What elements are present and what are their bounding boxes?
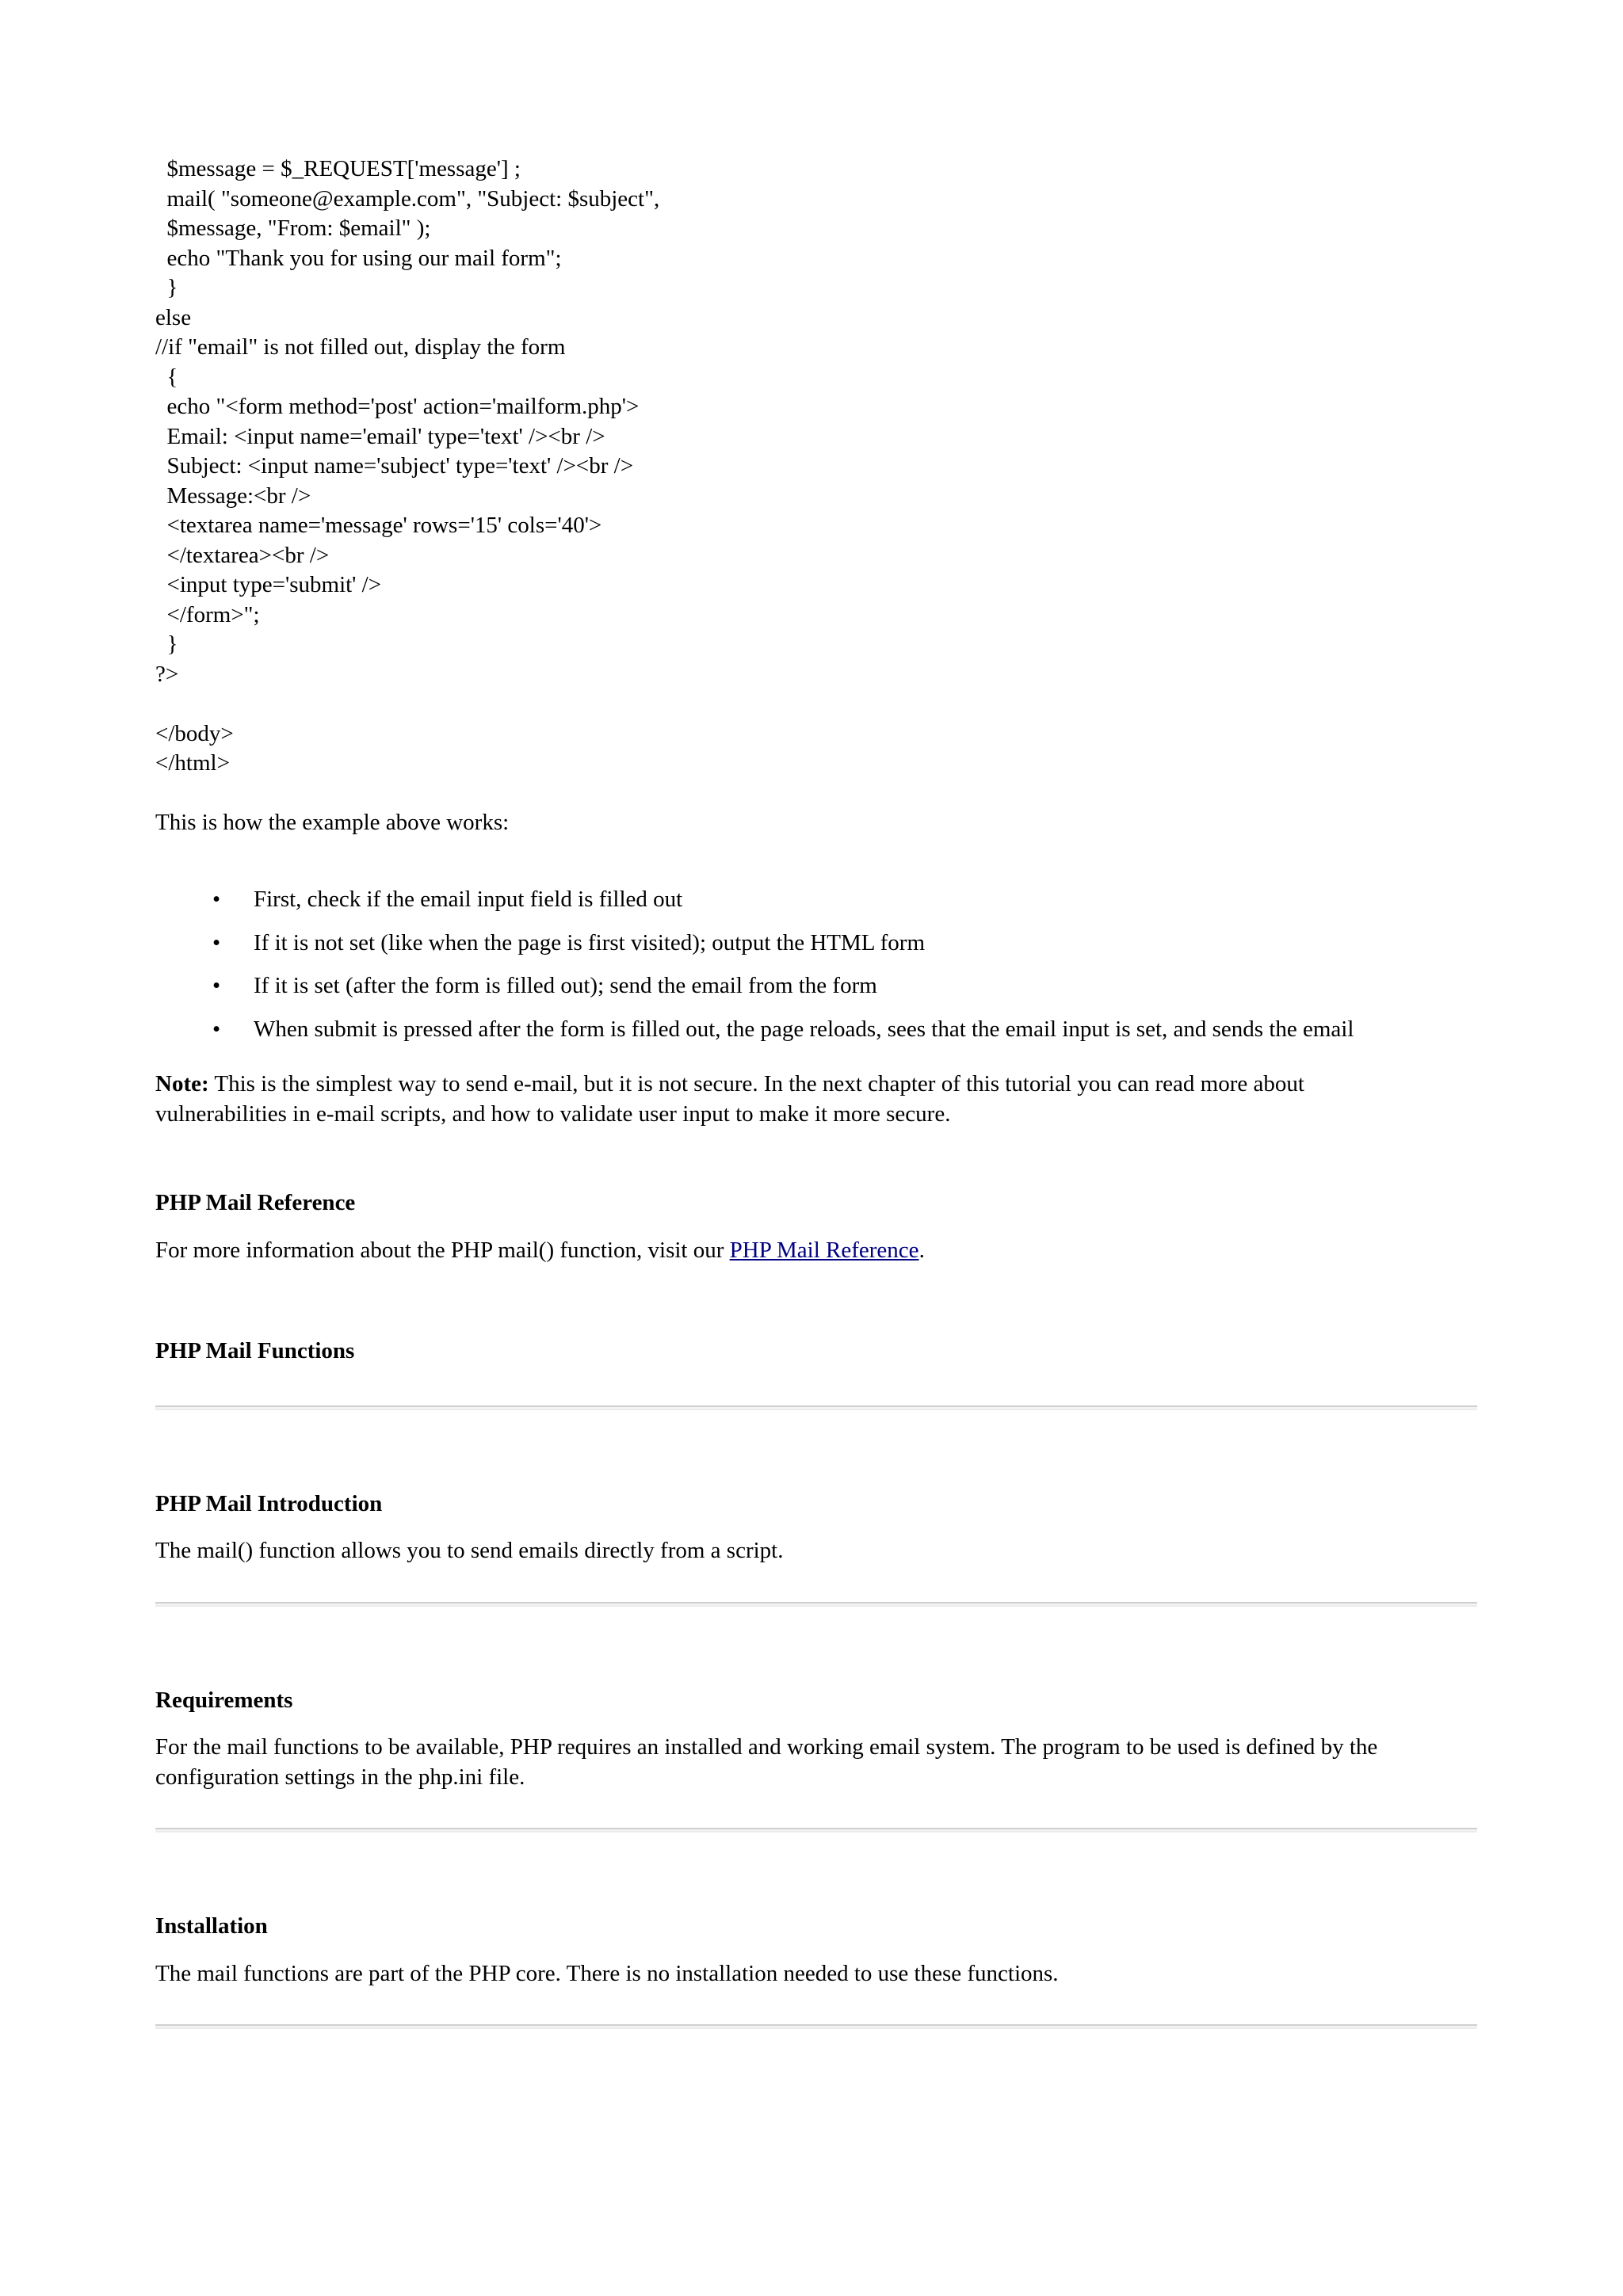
list-item-text: If it is set (after the form is filled out); send the email from the form [254,973,877,998]
code-line [155,689,1479,719]
bullet-icon: • [212,1016,221,1042]
mail-reference-prefix: For more information about the PHP mail() function, visit our [155,1237,730,1263]
code-line: //if "email" is not filled out, display the form [155,334,566,360]
code-line: Subject: <input name='subject' type='text' /><br /> [155,453,634,479]
list-item [155,1015,1474,1045]
list-item [155,929,1474,959]
requirements-heading: Requirements [155,1687,293,1713]
code-line: </textarea><br /> [155,542,330,568]
code-block [155,154,1479,779]
list-item [155,971,1474,1001]
code-line: ?> [155,661,179,687]
code-line: } [155,275,178,300]
bullet-icon: • [212,973,221,998]
code-line: </form>"; [155,601,260,627]
installation-text: The mail functions are part of the PHP core. There is no installation needed to use these functions. [155,1960,1059,1986]
code-line: $message, "From: $email" ); [155,215,431,241]
code-line: </html> [155,750,230,776]
code-line: { [155,364,178,390]
example-explanation-intro: This is how the example above works: [155,809,510,835]
code-line: <textarea name='message' rows='15' cols='40'> [155,513,602,538]
code-line: echo "<form method='post' action='mailform.php'> [155,394,640,419]
explanation-list [155,885,1479,1044]
php-mail-reference-link[interactable]: PHP Mail Reference [729,1237,919,1263]
code-line: </body> [155,720,234,746]
code-line: mail( "someone@example.com", "Subject: $subject", [155,185,660,212]
code-line: Message:<br /> [155,482,311,509]
mail-functions-heading: PHP Mail Functions [155,1338,355,1363]
mail-reference-heading: PHP Mail Reference [155,1190,356,1215]
document-page [155,154,1479,2029]
list-item [155,885,1474,915]
code-line: Email: <input name='email' type='text' /><br /> [155,423,605,449]
list-item-text: When submit is pressed after the form is filled out, the page reloads, sees that the email input is set, and sends the email [254,1016,1354,1042]
requirements-text: For the mail functions to be available, PHP requires an installed and working email system. The program to be used is defined by the configuration settings in the php.ini file. [155,1734,1378,1790]
bullet-icon: • [212,929,221,955]
code-line: echo "Thank you for using our mail form"; [155,245,562,271]
bullet-icon: • [212,887,221,912]
note-label: Note: [155,1071,209,1097]
list-item-text: If it is not set (like when the page is first visited); output the HTML form [254,929,926,955]
mail-reference-text [155,1236,1479,1266]
mail-intro-text: The mail() function allows you to send emails directly from a script. [155,1538,784,1563]
code-line: <input type='submit' /> [155,572,382,597]
section-divider [155,2024,1477,2029]
security-note [155,1070,1392,1129]
list-item-text: First, check if the email input field is filled out [254,887,683,912]
code-line: else [155,304,192,330]
code-line: $message = $_REQUEST['message'] ; [155,156,521,181]
mail-intro-heading: PHP Mail Introduction [155,1490,383,1516]
mail-reference-suffix: . [918,1237,925,1263]
note-text: This is the simplest way to send e-mail, but it is not secure. In the next chapter of this tutorial you can read more about vulnerabilities in e-mail scripts, and how to validate user input to make it more secure. [155,1071,1304,1127]
code-line: } [155,631,178,657]
installation-heading: Installation [155,1913,268,1939]
